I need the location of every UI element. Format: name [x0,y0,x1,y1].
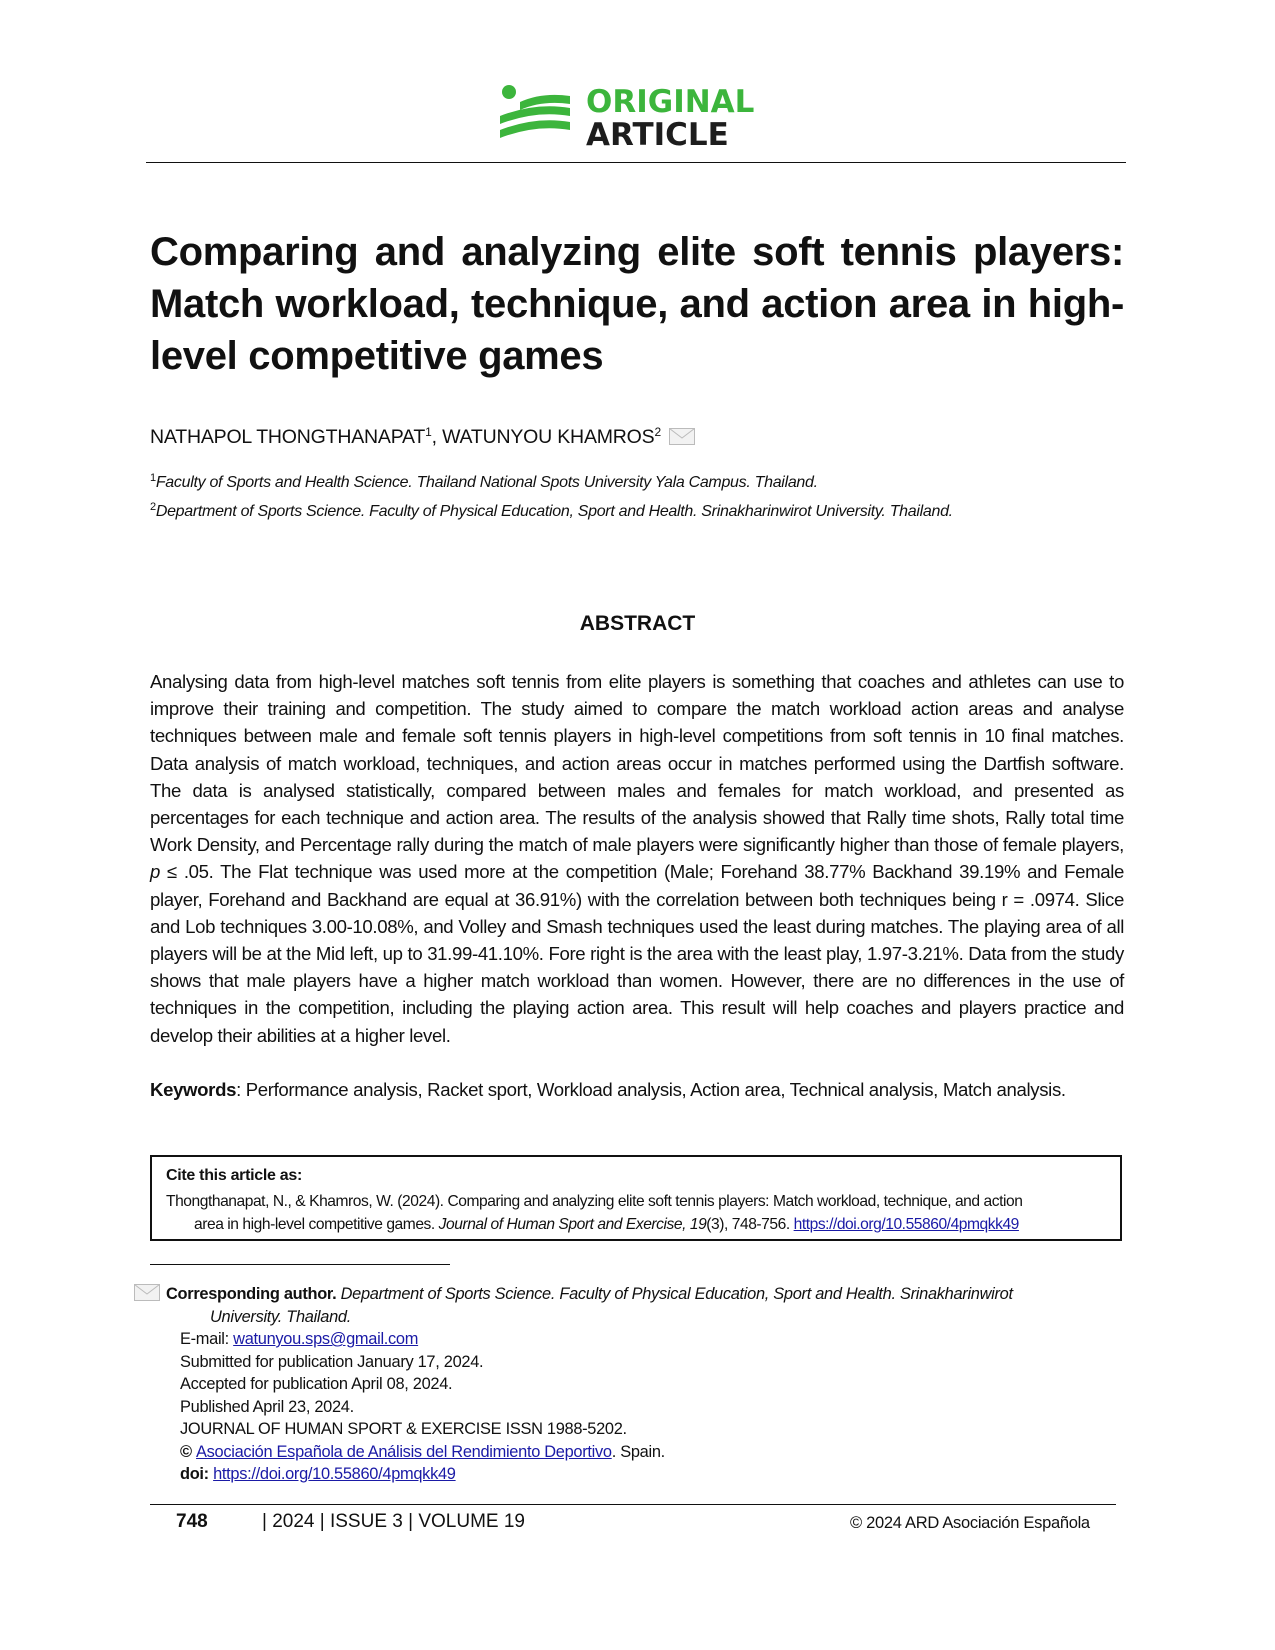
affiliation [150,474,818,492]
author-name: NATHAPOL THONGTHANAPAT [150,426,426,448]
affiliation-mark: 1 [150,472,156,484]
corresponding-label: Corresponding author. [166,1285,337,1303]
citation-title-end: area in high-level competitive games. [194,1216,439,1233]
issue-info: | 2024 | ISSUE 3 | VOLUME 19 [262,1511,525,1532]
email-label: E-mail: [180,1330,234,1348]
author-affiliation-mark: 2 [654,425,661,439]
published-date: Published April 23, 2024. [180,1397,354,1416]
keywords-text: : Performance analysis, Racket sport, Workload analysis, Action area, Technical analysis, Match analysis. [236,1079,1066,1100]
author-name: WATUNYOU KHAMROS [442,426,655,448]
abstract-heading: ABSTRACT [579,612,696,635]
accepted-date: Accepted for publication April 08, 2024. [180,1375,453,1393]
abstract-part: ≤ .05. The Flat technique was used more at the competition (Male; Forehand 38.77% Backhand 39.19% and Female player, Forehand and Backhand are equal at 36.91%) with the correlation between both techniques being r = .0974. Slice and Lob techniques 3.00-10.08%, and Volley and Smash techniques used the least during matches. The playing area of all players will be at the Mid left, up to 31.99-41.10%. Fore right is the area with the least play, 1.97-3.21%. Data from the study shows that male players have a higher match workload than women. However, there are no differences in the use of techniques in the competition, including the playing action area. This result will help coaches and players practice and develop their abilities at a higher level. [150,861,1124,1046]
copyright-line [166,1441,1124,1464]
copyright-symbol: © [180,1442,197,1461]
association-link[interactable]: Asociación Española de Análisis del Rendimiento Deportivo [196,1442,612,1461]
page-number: 748 [176,1511,208,1532]
logo-line-article: ARTICLE [586,117,729,153]
affiliation [150,503,953,521]
original-article-logo [500,84,780,154]
citation-doi-link[interactable]: https://doi.org/10.55860/4pmqkk49 [793,1216,1019,1233]
citation-line-continued [166,1213,1112,1236]
abstract-part: Analysing data from high-level matches soft tennis from elite players is something that coaches and athletes can use to improve their training and competition. The study aimed to compare the match workload action areas and analyse techniques between male and female soft tennis players in high-level competitions from soft tennis in 10 final matches. Data analysis of match workload, techniques, and action areas occur in matches performed using the Dartfish software. The data is analysed statistically, compared between males and females for match workload, and presented as percentages for each technique and action area. The results of the analysis showed that Rally time shots, Rally total time Work Density, and Percentage rally during the match of male players were significantly higher than those of female players, [150,671,1124,856]
logo-stripes-icon [500,84,580,146]
envelope-icon[interactable] [669,428,695,445]
author-separator: , [431,426,443,448]
citation-box [150,1155,1122,1241]
corresponding-first-line [166,1285,1013,1303]
submitted-date: Submitted for publication January 17, 2024. [180,1352,484,1371]
citation-line: Thongthanapat, N., & Khamros, W. (2024). Comparing and analyzing elite soft tennis players: Match workload, technique, and action [166,1193,1023,1210]
article-title: Comparing and analyzing elite soft tennis players: Match workload, technique, and action area in high-level competitive games [150,230,1124,378]
doi-label: doi: [180,1465,214,1483]
email-link[interactable]: watunyou.sps@gmail.com [233,1330,419,1348]
citation-issue-pages: (3), 748-756. [706,1216,794,1233]
doi-link[interactable]: https://doi.org/10.55860/4pmqkk49 [213,1465,456,1483]
keywords [150,1076,1124,1103]
affiliation-text: Faculty of Sports and Health Science. Thailand National Spots University Yala Campus. Thailand. [155,474,818,491]
header-rule [146,162,1126,163]
corresponding-address-continued: University. Thailand. [210,1307,351,1326]
affiliation-mark: 2 [150,501,156,513]
keywords-label: Keywords [150,1079,237,1100]
email-line [166,1328,1124,1351]
doi-line [166,1463,1124,1486]
author-list [150,426,695,449]
footnote-rule [150,1264,450,1265]
journal-issn: JOURNAL OF HUMAN SPORT & EXERCISE ISSN 1988-5202. [180,1420,627,1438]
citation-text [166,1190,1112,1236]
corresponding-address: Department of Sports Science. Faculty of Physical Education, Sport and Health. Srinakharinwirot [336,1285,1013,1303]
citation-heading: Cite this article as: [166,1167,302,1184]
p-value-symbol: p [150,861,160,883]
footer-copyright: © 2024 ARD Asociación Española [850,1514,1090,1532]
corresponding-author-block [166,1283,1124,1486]
logo-text [586,86,754,152]
logo-line-original: ORIGINAL [586,84,755,120]
abstract-text [150,668,1124,1049]
country: . Spain. [611,1442,665,1461]
author-affiliation-mark: 1 [425,425,432,439]
citation-journal: Journal of Human Sport and Exercise, 19 [438,1216,707,1233]
envelope-icon [134,1284,160,1301]
affiliation-text: Department of Sports Science. Faculty of Physical Education, Sport and Health. Srinakharinwirot University. Thailand. [155,503,953,520]
footer-rule [150,1504,1116,1505]
